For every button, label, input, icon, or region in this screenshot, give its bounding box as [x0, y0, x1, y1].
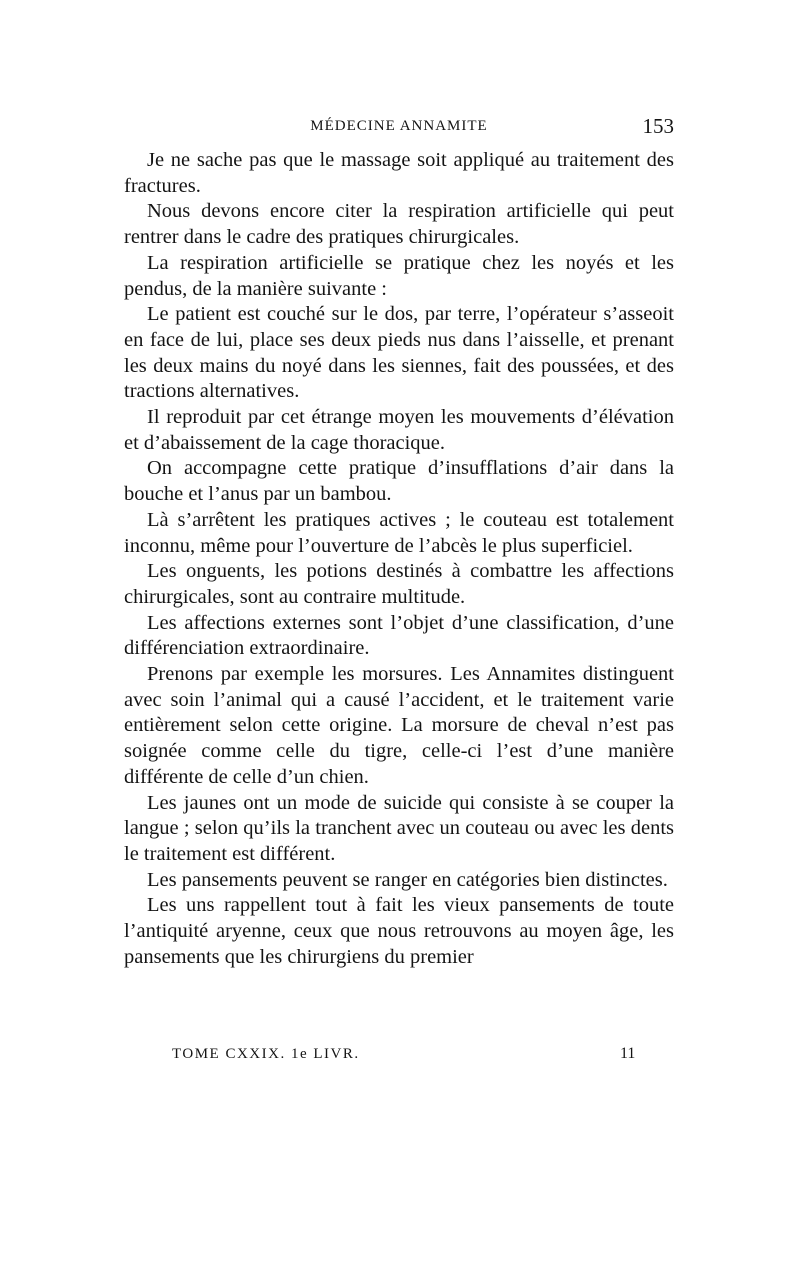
sheet-number: 11	[620, 1045, 636, 1062]
paragraph: Les onguents, les potions destinés à combattre les affections chirurgicales, sont au contraire multitude.	[124, 560, 674, 608]
running-title: MÉDECINE ANNAMITE	[310, 118, 488, 134]
paragraph: On accompagne cette pratique d’insufflations d’air dans la bouche et l’anus par un bambou.	[124, 457, 674, 506]
paragraph: Nous devons encore citer la respiration artificielle qui peut rentrer dans le cadre des pratiques chirurgicales.	[124, 200, 674, 249]
paragraph: Les affections externes sont l’objet d’une classification, d’une différenciation extraordinaire.	[124, 611, 674, 660]
paragraph: La respiration artificielle se pratique chez les noyés et les pendus, de la manière suivante :	[124, 251, 674, 300]
paragraph: Là s’arrêtent les pratiques actives ; le couteau est totalement inconnu, même pour l’ouverture de l’abcès le plus superficiel.	[124, 508, 674, 557]
page-footer	[124, 1046, 674, 1070]
paragraph: Je ne sache pas que le massage soit appliqué au traitement des fractures.	[124, 149, 674, 197]
paragraph: Le patient est couché sur le dos, par terre, l’opérateur s’asseoit en face de lui, place ses deux pieds nus dans l’aisselle, et prenant les deux mains du noyé dans les siennes, fait des poussées, et des tractions alternatives.	[124, 303, 674, 403]
paragraph: Prenons par exemple les morsures. Les Annamites distinguent avec soin l’animal qui a causé l’accident, et le traitement varie entièrement selon cette origine. La morsure de cheval n’est pas soignée comme celle du tigre, celle-ci l’est d’une manière différente de celle d’un chien.	[124, 663, 674, 788]
paragraph: Les jaunes ont un mode de suicide qui consiste à se couper la langue ; selon qu’ils la tranchent avec un couteau ou avec les dents le traitement est différent.	[124, 791, 674, 865]
body-text	[124, 148, 674, 971]
page-number: 153	[642, 114, 674, 138]
paragraph: Les uns rappellent tout à fait les vieux pansements de toute l’antiquité aryenne, ceux que nous retrouvons au moyen âge, les pansements que les chirurgiens du premier	[124, 894, 674, 968]
paragraph: Les pansements peuvent se ranger en catégories bien distinctes.	[147, 868, 668, 891]
paragraph: Il reproduit par cet étrange moyen les mouvements d’élévation et d’abaissement de la cage thoracique.	[124, 406, 674, 454]
running-head	[124, 116, 674, 142]
printer-signature: TOME CXXIX. 1e LIVR.	[172, 1046, 360, 1062]
